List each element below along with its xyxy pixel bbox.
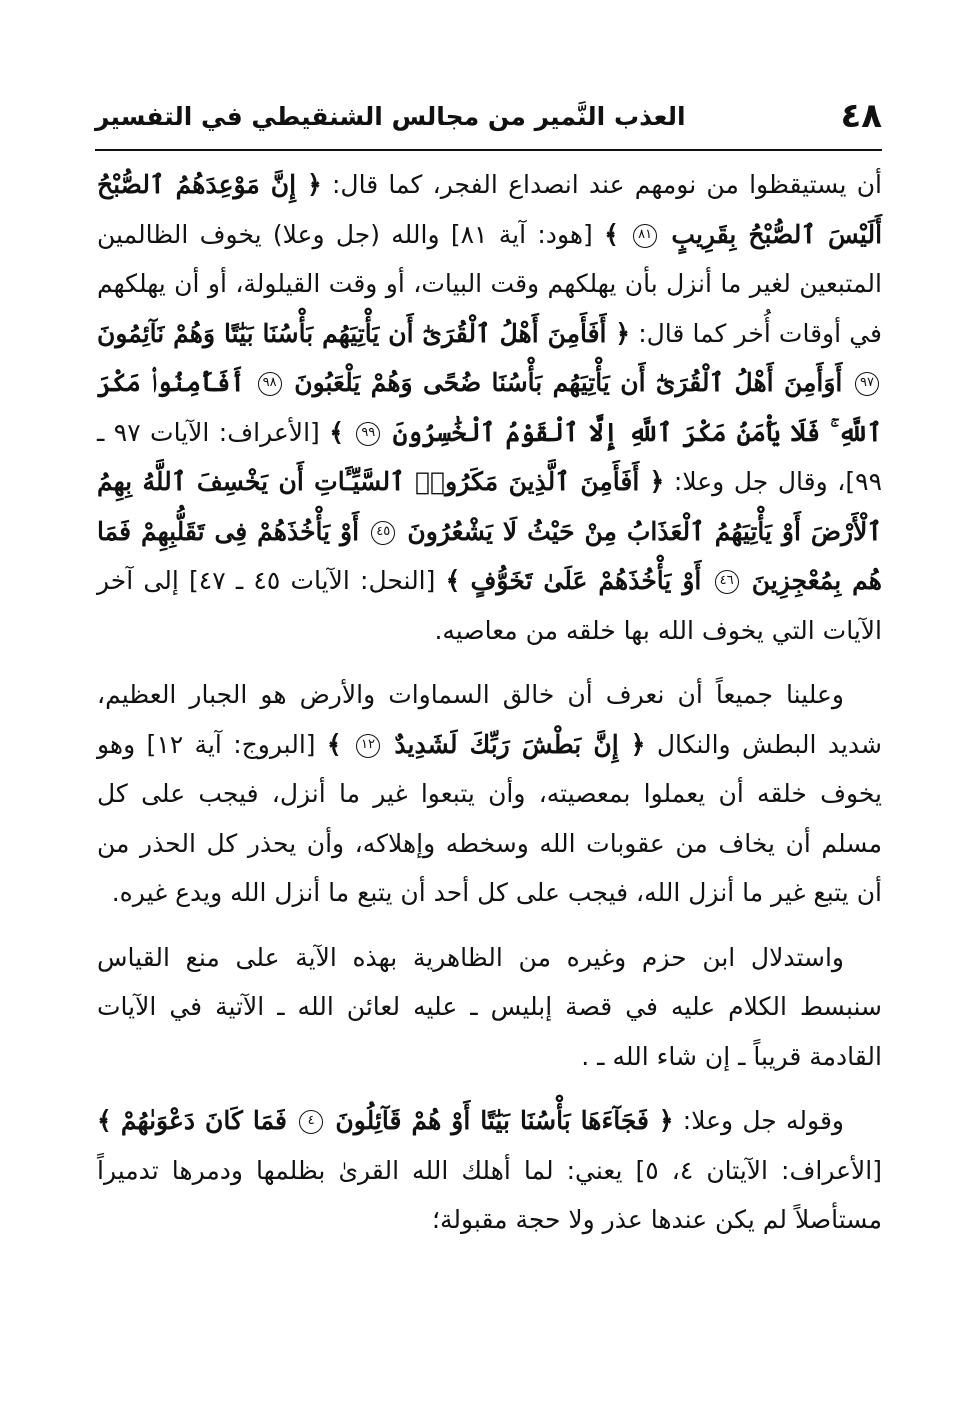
quran-verse: ﴿ إِنَّ بَطْشَ رَبِّكَ لَشَدِيدٌ xyxy=(394,729,646,759)
verse-bracket: ﴾ xyxy=(445,566,461,595)
verse-bracket: ﴾ xyxy=(604,219,619,249)
ayah-number-marker: ٩٧ xyxy=(855,372,879,396)
body-text-run: [هود: آية ٨١] والله (جل وعلا) يخوف الظالمين المتبعين لغير ما أنزل بأن يهلكهم وقت البيات، أو وقت القيلولة، أو أن يهلكهم في أوقات أُخر كما قال: xyxy=(97,219,882,348)
paragraph xyxy=(97,933,882,1082)
quran-verse: أَوَأَمِنَ أَهْلُ ٱلْقُرَىٰٓ أَن يَأْتِيَهُم بَأْسُنَا ضُحًى وَهُمْ يَلْعَبُونَ xyxy=(294,368,843,397)
ayah-number-marker: ٤٦ xyxy=(715,570,739,594)
ayah-number-marker: ٤٥ xyxy=(371,521,395,545)
verse-bracket: ﴾ xyxy=(329,417,344,447)
body-text-run: أن يستيقظوا من نومهم عند انصداع الفجر، كما قال: xyxy=(321,170,882,199)
quran-verse: ﴿ إِنَّ مَوْعِدَهُمُ ٱلصُّبْحُ أَلَيْسَ ٱلصُّبْحُ بِقَرِيبٍ xyxy=(97,170,883,249)
running-title: العذب النَّمير من مجالس الشنقيطي في التفسير xyxy=(95,102,686,131)
ayah-number-marker: ٩٨ xyxy=(258,372,282,396)
page-body xyxy=(97,160,882,1245)
quran-verse: فَمَا كَانَ دَعْوَىٰهُمْ xyxy=(120,1106,287,1135)
header-divider xyxy=(95,149,882,151)
page-header xyxy=(95,96,882,146)
ayah-number-marker: ٤ xyxy=(299,1110,323,1134)
quran-verse: أَوْ يَأْخُذَهُمْ عَلَىٰ تَخَوُّفٍ xyxy=(470,566,702,595)
verse-bracket: ﴾ xyxy=(97,1106,112,1135)
ayah-number-marker: ٩٩ xyxy=(356,422,380,446)
body-text-run: وعلينا جميعاً أن نعرف أن خالق السماوات والأرض هو الجبار العظيم، شديد البطش والنكال xyxy=(97,680,882,759)
quran-verse: ﴿ أَفَأَمِنَ أَهْلُ ٱلْقُرَىٰٓ أَن يَأْتِيَهُم بَأْسُنَا بَيَٰتًا وَهُمْ نَآئِمُونَ xyxy=(97,318,631,348)
paragraph xyxy=(97,1096,882,1245)
body-text-run: واستدلال ابن حزم وغيره من الظاهرية بهذه الآية على منع القياس سنبسط الكلام عليه في قصة إبليس ـ عليه لعائن الله ـ الآتية في الآيات القادمة قريباً ـ إن شاء الله ـ . xyxy=(97,942,882,1071)
body-text-run: [الأعراف: الآيتان ٤، ٥] يعني: لما أهلك الله القرىٰ بظلمها ودمرها تدميراً مستأصلاً لم يكن عندها عذر ولا حجة مقبولة؛ xyxy=(97,1155,883,1234)
quran-verse: أَوْ يَأْخُذَهُمْ فِى تَقَلُّبِهِمْ فَمَا هُم بِمُعْجِزِينَ xyxy=(97,516,882,595)
quran-verse: أَفَأَمِنُوا۟ مَكْرَ ٱللَّهِ ۚ فَلَا يَأْمَنُ مَكْرَ ٱللَّهِ إِلَّا ٱلْقَوْمُ ٱلْخَٰسِرُونَ xyxy=(97,368,882,447)
page-number: ٤٨ xyxy=(840,96,882,136)
body-text-run: [النحل: الآيات ٤٥ ـ ٤٧] إلى آخر الآيات التي يخوف الله بها خلقه من معاصيه. xyxy=(97,566,882,645)
quran-verse: ﴿ فَجَآءَهَا بَأْسُنَا بَيَٰتًا أَوْ هُمْ قَآئِلُونَ xyxy=(335,1106,674,1135)
paragraph xyxy=(97,670,882,918)
quran-verse: ﴿ أَفَأَمِنَ ٱلَّذِينَ مَكَرُوا۟ ٱلسَّيِّـَٔاتِ أَن يَخْسِفَ ٱللَّهُ بِهِمُ ٱلْأَرْضَ أَوْ يَأْتِيَهُمُ ٱلْعَذَابُ مِنْ حَيْثُ لَا يَشْعُرُونَ xyxy=(97,467,883,546)
body-text-run: [البروج: آية ١٢] وهو يخوف خلقه أن يعملوا بمعصيته، وأن يتبعوا غير ما أنزل، فيجب على كل مسلم أن يخاف من عقوبات الله وسخطه وإهلاكه، وأن يحذر كل الحذر من أن يتبع غير ما أنزل الله، فيجب على كل أحد أن يتبع ما أنزل الله ويدع غيره. xyxy=(97,729,882,907)
ayah-number-marker: ١٢ xyxy=(356,734,380,758)
ayah-number-marker: ٨١ xyxy=(633,224,657,248)
body-text-run: وقوله جل وعلا: xyxy=(673,1106,844,1135)
paragraph xyxy=(97,160,882,655)
verse-bracket: ﴾ xyxy=(326,729,342,759)
body-text-run: [الأعراف: الآيات ٩٧ ـ ٩٩]، وقال جل وعلا: xyxy=(97,417,882,496)
